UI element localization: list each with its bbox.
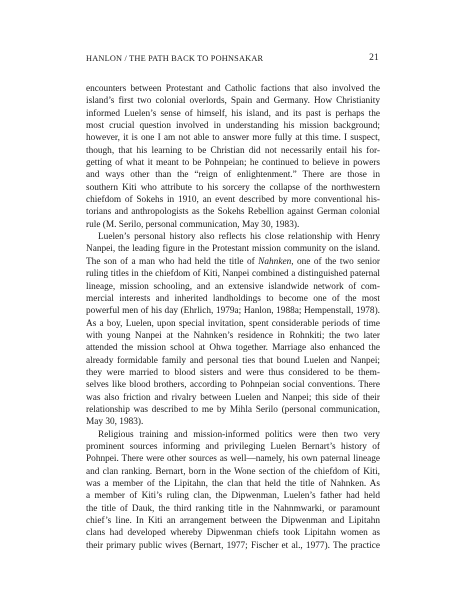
paragraph <box>86 429 380 552</box>
text-line: they were married to blood sisters and were thus considered to be them- <box>86 367 380 378</box>
text-line: Religious training and mission-informed politics were then two very <box>98 429 380 440</box>
text-line: clans had developed whereby Dipwenman chiefs took Lipitahn women as <box>86 528 380 539</box>
running-head: HANLON / THE PATH BACK TO POHNSAKAR <box>86 54 264 63</box>
text-line: attended the mission school at Ohwa together. Marriage also enhanced the <box>86 343 380 354</box>
text-line: their primary public wives (Bernart, 1977; Fischer et al., 1977). The practice <box>86 540 380 551</box>
text-line: getting of what it meant to be Pohnpeian; he continued to believe in powers <box>86 158 380 169</box>
text-line: relationship was described to me by Mihla Serilo (personal communication, <box>86 404 380 415</box>
body-text <box>86 83 380 552</box>
paragraph <box>86 231 380 429</box>
text-line: Nanpei, the leading figure in the Protestant mission community on the island. <box>86 244 380 255</box>
text-line: however, it is one I am not able to answer more fully at this time. I suspect, <box>86 133 380 144</box>
text-line: selves like blood brothers, according to Pohnpeian social conventions. There <box>86 380 380 391</box>
text-line: prominent sources informing and privileging Luelen Bernart’s history of <box>86 441 380 452</box>
text-line: was also friction and rivalry between Luelen and Nanpei; this side of their <box>86 392 380 403</box>
text-line: island’s first two colonial overlords, Spain and Germany. How Christianity <box>86 96 380 107</box>
text-line: mercial interests and inherited landholdings to become one of the most <box>86 293 380 304</box>
text-line: ruling titles in the chiefdom of Kiti, Nanpei combined a distinguished paternal <box>86 269 380 280</box>
text-line: lineage, mission schooling, and an extensive islandwide network of com- <box>86 281 380 292</box>
text-line: The son of a man who had held the title of Nahnken, one of the two senior <box>86 256 380 267</box>
paragraph <box>86 83 380 231</box>
text-line: Luelen’s personal history also reflects his close relationship with Henry <box>98 232 380 243</box>
page-number: 21 <box>369 53 379 63</box>
text-line: the title of Dauk, the third ranking title in the Nahnmwarki, or paramount <box>86 503 380 514</box>
text-line: with young Nanpei at the Nahnken’s residence in Rohnkiti; the two later <box>86 330 380 341</box>
text-line: was a member of the Lipitahn, the clan that held the title of Nahnken. As <box>86 479 380 489</box>
text-line: torians and anthropologists as the Sokehs Rebellion against German colonial <box>86 207 380 218</box>
text-line: and ways other than the “reign of enlightenment.” There are those in <box>86 170 380 181</box>
text-line: May 30, 1983). <box>86 417 144 428</box>
text-line: most crucial question involved in understanding his mission background; <box>86 121 380 132</box>
text-line: already formidable family and personal ties that bound Luelen and Nanpei; <box>86 355 380 366</box>
text-line: Pohnpei. There were other sources as well—namely, his own paternal lineage <box>86 454 380 465</box>
text-line: chiefdom of Sokehs in 1910, an event described by more conventional his- <box>86 195 380 206</box>
text-line: encounters between Protestant and Catholic factions that also involved the <box>86 84 380 94</box>
text-line: informed Luelen’s sense of himself, his island, and its past is perhaps the <box>86 108 380 119</box>
page-header <box>86 54 379 68</box>
text-line: rule (M. Serilo, personal communication, May 30, 1983). <box>86 219 300 230</box>
text-line: though, that his learning to be Christian did not necessarily entail his for- <box>86 145 380 156</box>
text-line: chief’s line. In Kiti an arrangement between the Dipwenman and Lipitahn <box>86 516 380 527</box>
text-line: southern Kiti who attribute to his sorcery the collapse of the northwestern <box>86 182 380 193</box>
text-line: and clan ranking. Bernart, born in the Wone section of the chiefdom of Kiti, <box>86 466 380 477</box>
text-line: powerful men of his day (Ehrlich, 1979a; Hanlon, 1988a; Hempenstall, 1978). <box>86 306 380 317</box>
text-line: a member of Kiti’s ruling clan, the Dipwenman, Luelen’s father had held <box>86 491 380 502</box>
text-line: As a boy, Luelen, upon special invitation, spent considerable periods of time <box>86 318 380 329</box>
